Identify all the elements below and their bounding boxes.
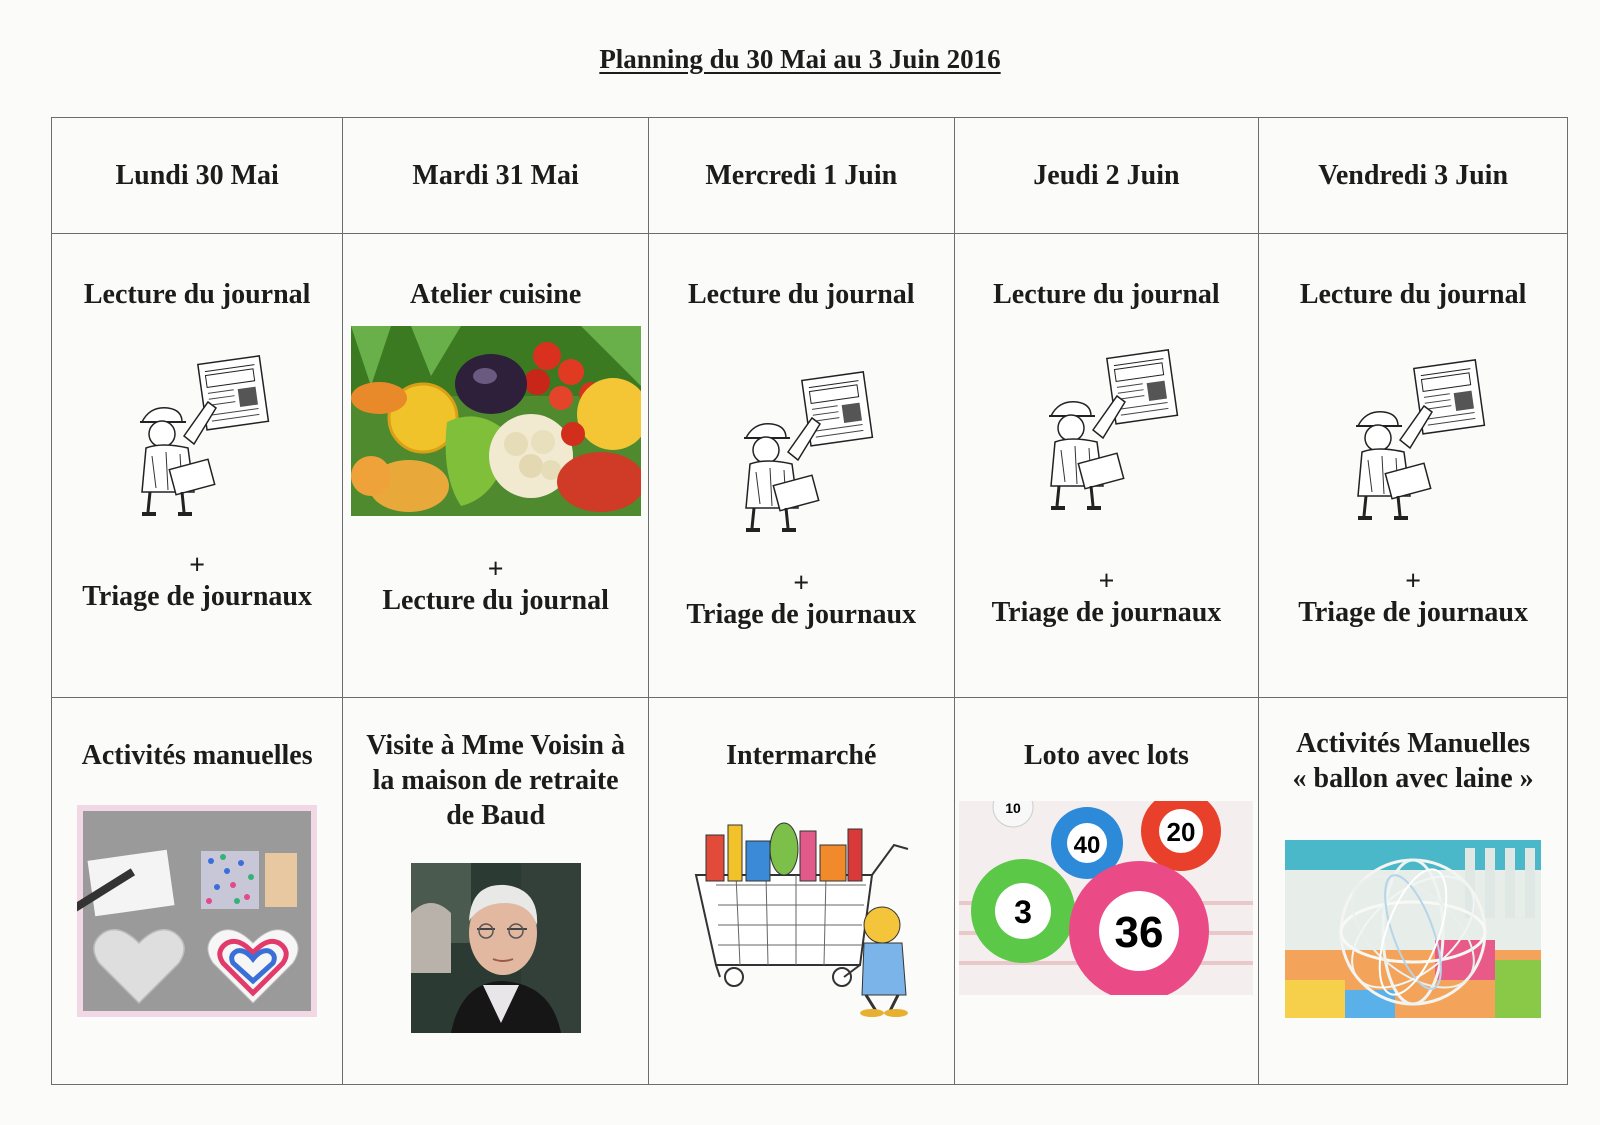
afternoon-row (52, 698, 1568, 1085)
activity-title: Intermarché (726, 740, 877, 771)
activity-title: Lecture du journal (83, 279, 311, 310)
day-header-thursday: Jeudi 2 Juin (954, 118, 1259, 234)
activity-title (1259, 698, 1567, 796)
activity-title: Loto avec lots (1023, 740, 1189, 771)
weekly-schedule-table (51, 117, 1568, 1085)
activity-title-line: la maison de retraite (372, 765, 619, 796)
ball-3: 3 (1014, 894, 1033, 930)
activity-title: Atelier cuisine (409, 279, 582, 310)
ball-40: 40 (1074, 832, 1101, 859)
activity-title-secondary: Lecture du journal (382, 584, 609, 616)
activity-title-line: Visite à Mme Voisin à (366, 730, 625, 761)
afternoon-cell-tuesday (343, 698, 649, 1085)
morning-cell-tuesday (343, 234, 649, 698)
plus-sign: + (1098, 565, 1115, 597)
activity-title-line: « ballon avec laine » (1292, 763, 1534, 794)
activity-title: Lecture du journal (1299, 279, 1527, 310)
plus-sign: + (1405, 565, 1422, 597)
morning-cell-wednesday (648, 234, 954, 698)
shopping-cart-illustration (676, 805, 926, 1019)
plus-sign: + (487, 553, 504, 585)
activity-title: Lecture du journal (993, 279, 1220, 310)
activity-title: Lecture du journal (687, 279, 915, 310)
afternoon-cell-thursday (954, 698, 1259, 1085)
day-header-tuesday: Mardi 31 Mai (343, 118, 649, 234)
activity-title-secondary: Triage de journaux (991, 596, 1222, 628)
activity-title-secondary: Triage de journaux (686, 598, 917, 630)
activity-title-line: de Baud (446, 800, 546, 831)
morning-cell-monday (52, 234, 343, 698)
morning-cell-friday (1259, 234, 1568, 698)
afternoon-cell-wednesday (648, 698, 954, 1085)
activity-title-line: Activités Manuelles (1296, 728, 1531, 759)
afternoon-cell-friday (1259, 698, 1568, 1085)
day-header-monday: Lundi 30 Mai (52, 118, 343, 234)
morning-cell-thursday (954, 234, 1259, 698)
newspaper-reader-illustration (122, 352, 272, 522)
plus-sign: + (189, 549, 206, 581)
vegetables-photo (351, 326, 641, 516)
page-title: Planning du 30 Mai au 3 Juin 2016 (599, 44, 1001, 74)
activity-title-secondary: Triage de journaux (82, 580, 312, 612)
newspaper-reader-illustration (1338, 356, 1488, 526)
bead-craft-photo (77, 805, 317, 1017)
plus-sign: + (793, 567, 810, 599)
ball-20: 20 (1166, 817, 1196, 847)
ball-36: 36 (1114, 908, 1164, 957)
newspaper-reader-illustration (1031, 346, 1181, 516)
elderly-woman-photo (411, 863, 581, 1033)
day-header-wednesday: Mercredi 1 Juin (648, 118, 954, 234)
yarn-ball-photo (1285, 840, 1541, 1018)
activity-title: Activités manuelles (81, 740, 313, 771)
day-header-row (52, 118, 1568, 234)
afternoon-cell-monday (52, 698, 343, 1085)
ball-10: 10 (1005, 801, 1022, 816)
day-header-friday: Vendredi 3 Juin (1259, 118, 1568, 234)
activity-title (343, 698, 648, 833)
lottery-balls-photo (959, 801, 1253, 995)
activity-title-secondary: Triage de journaux (1298, 596, 1528, 628)
newspaper-reader-illustration (726, 368, 876, 538)
morning-row (52, 234, 1568, 698)
